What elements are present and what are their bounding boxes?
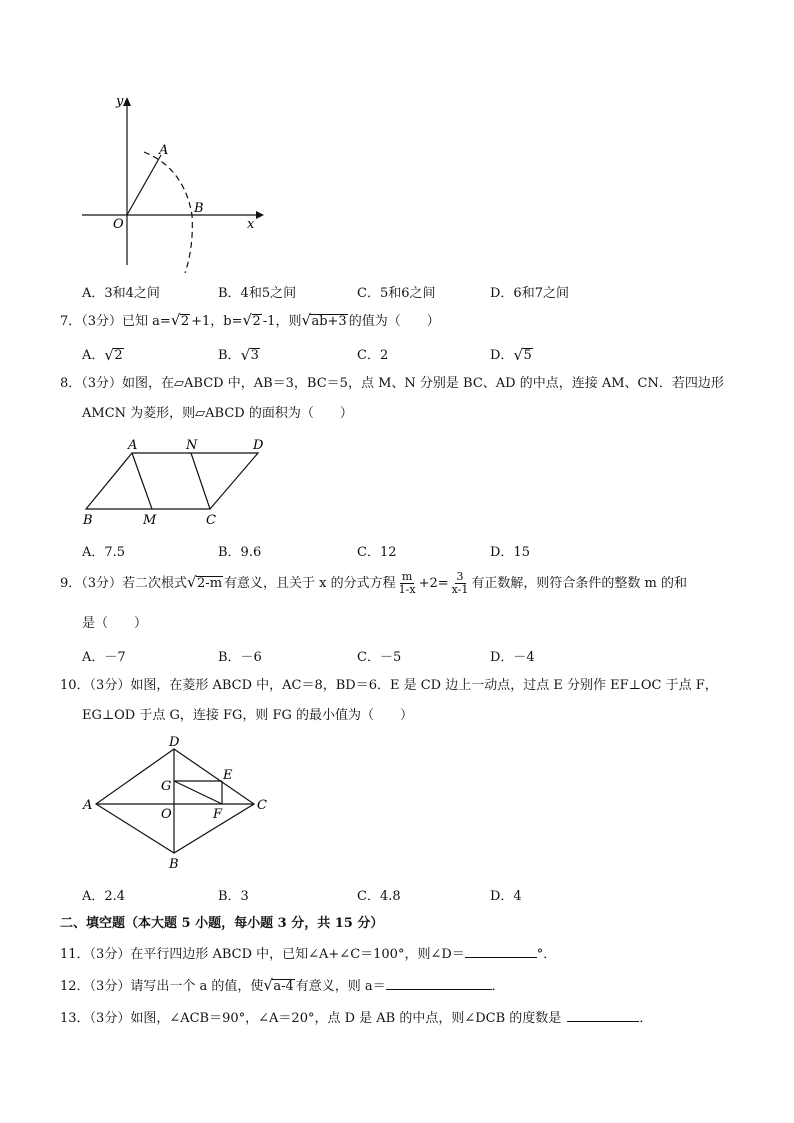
arc-dashed — [144, 152, 192, 273]
q9-f1-den: 1-x — [398, 583, 416, 596]
q7-option-b-label: B． — [218, 348, 241, 363]
q10-figure — [78, 735, 278, 875]
q13-answer-blank[interactable] — [567, 1009, 639, 1022]
segment-fg — [174, 781, 222, 804]
label-x: x — [247, 217, 255, 232]
q10-option-b: B．3 — [218, 889, 249, 904]
q6-option-b: B．4和5之间 — [218, 286, 297, 301]
label-a: A — [159, 143, 169, 158]
label-m: M — [143, 513, 157, 528]
q8-stem-line2: AMCN 为菱形，则▱ABCD 的面积为（ ） — [82, 406, 353, 421]
q12-answer-blank[interactable] — [386, 977, 492, 990]
q9-option-d: D．－4 — [490, 650, 535, 665]
segment-nc — [191, 453, 210, 509]
label-o: O — [113, 217, 124, 232]
q7-option-a-rad: 2 — [114, 348, 123, 363]
label-f: F — [213, 807, 223, 822]
q7-option-d — [490, 344, 534, 363]
label-e: E — [223, 768, 233, 783]
q7-sqrt-expr-rad: ab+3 — [311, 314, 347, 329]
q7-sqrt-b: √ 2 — [242, 311, 261, 329]
q7-suffix: 的值为（ ） — [348, 314, 440, 329]
q7-option-d-sqrt: √ 5 — [513, 346, 532, 364]
q7-stem — [60, 312, 440, 332]
q8-stem-line1: 8．（3分）如图，在▱ABCD 中，AB＝3，BC＝5，点 M、N 分别是 BC、AD 的中点，连接 AM、CN．若四边形 — [60, 376, 724, 391]
label-d: D — [253, 438, 264, 453]
parallelogram-abcd — [86, 453, 258, 509]
q9-plus: +2= — [418, 576, 449, 591]
q8-figure — [78, 436, 278, 528]
q8-option-c: C．12 — [357, 545, 397, 560]
q9-stem-line1 — [60, 571, 687, 597]
label-a: A — [83, 798, 93, 813]
rhombus-abcd — [96, 749, 254, 853]
q10-option-a: A．2.4 — [82, 889, 126, 904]
q12-tail: ． — [491, 979, 505, 994]
q6-option-a: A．3和4之间 — [82, 286, 160, 301]
q9-option-a: A．－7 — [82, 650, 126, 665]
label-b: B — [83, 513, 93, 528]
label-n: N — [186, 438, 198, 453]
q6-option-d: D．6和7之间 — [490, 286, 569, 301]
q12-prefix: 12．（3分）请写出一个 a 的值，使 — [60, 979, 264, 994]
q13-text: 13．（3分）如图，∠ACB＝90°，∠A＝20°，点 D 是 AB 的中点，则∠DCB 的度数是 — [60, 1011, 562, 1026]
label-o: O — [161, 807, 172, 822]
q7-prefix: 7．（3分）已知 a= — [60, 314, 171, 329]
y-axis-arrow — [123, 97, 131, 106]
q7-option-d-label: D． — [490, 348, 514, 363]
q11-answer-blank[interactable] — [465, 945, 537, 958]
q12-sqrt: √ a-4 — [263, 976, 294, 994]
q7-option-a — [82, 344, 125, 363]
q9-sqrt-rad: 2-m — [197, 576, 223, 591]
q7-sqrt-b-rad: 2 — [252, 314, 261, 329]
q7-option-c — [357, 344, 388, 363]
q11-tail: °． — [536, 947, 557, 962]
label-c: C — [257, 798, 267, 813]
label-g: G — [161, 779, 172, 794]
label-c: C — [206, 513, 216, 528]
label-b: B — [169, 857, 179, 872]
q13-tail: ． — [639, 1011, 653, 1026]
q7-option-b-rad: 3 — [250, 348, 259, 363]
q6-figure — [70, 88, 270, 273]
q10-stem-line1: 10．（3分）如图，在菱形 ABCD 中，AC＝8，BD＝6．E 是 CD 边上一动点，过点 E 分别作 EF⊥OC 于点 F， — [60, 678, 718, 693]
q9-prefix: 9．（3分）若二次根式 — [60, 576, 188, 591]
q12-sqrt-rad: a-4 — [273, 979, 294, 994]
q9-option-c: C．－5 — [357, 650, 402, 665]
q9-stem-line2: 是（ ） — [82, 616, 148, 631]
q7-a-tail: +1，b= — [191, 314, 243, 329]
q9-option-b: B．－6 — [218, 650, 262, 665]
q7-sqrt-expr: √ ab+3 — [301, 311, 347, 329]
q11-stem — [60, 945, 556, 965]
q10-stem-line2: EG⊥OD 于点 G，连接 FG，则 FG 的最小值为（ ） — [82, 708, 414, 723]
q9-fraction-1 — [397, 571, 418, 596]
segment-am — [132, 453, 152, 509]
q7-option-d-rad: 5 — [523, 348, 532, 363]
label-y: y — [116, 94, 124, 109]
q6-option-c: C．5和6之间 — [357, 286, 436, 301]
q10-option-c: C．4.8 — [357, 889, 401, 904]
q9-f2-num: 3 — [456, 570, 464, 583]
q12-stem — [60, 977, 505, 997]
x-axis-arrow — [256, 211, 264, 219]
q9-f2-den: x-1 — [451, 583, 469, 596]
q9-f1-num: m — [401, 570, 413, 583]
q9-fraction-2 — [450, 571, 471, 596]
q8-option-d: D．15 — [490, 545, 530, 560]
q7-option-b-sqrt: √ 3 — [240, 346, 259, 364]
q12-mid: 有意义，则 a＝ — [295, 979, 386, 994]
q7-option-c-label: C．2 — [357, 348, 389, 363]
label-d: D — [169, 735, 180, 750]
label-a: A — [128, 438, 138, 453]
q7-option-a-sqrt: √ 2 — [104, 346, 123, 364]
q9-suffix: 有正数解，则符合条件的整数 m 的和 — [471, 576, 687, 591]
q9-mid: 有意义，且关于 x 的分式方程 — [224, 576, 396, 591]
q8-option-a: A．7.5 — [82, 545, 126, 560]
label-b: B — [194, 201, 204, 216]
q7-option-b — [218, 344, 261, 363]
q7-b-tail: -1，则 — [262, 314, 302, 329]
q7-sqrt-a: √ 2 — [170, 311, 190, 329]
segment-oa — [127, 155, 161, 215]
q9-sqrt: √ 2-m — [187, 573, 223, 591]
q10-option-d: D．4 — [490, 889, 522, 904]
q11-text: 11．（3分）在平行四边形 ABCD 中，已知∠A+∠C＝100°，则∠D＝ — [60, 947, 465, 962]
q13-stem — [60, 1009, 652, 1029]
q7-option-a-label: A． — [82, 348, 105, 363]
q7-sqrt-a-rad: 2 — [180, 314, 190, 329]
q8-option-b: B．9.6 — [218, 545, 262, 560]
section-2-heading: 二、填空题（本大题 5 小题，每小题 3 分，共 15 分） — [60, 916, 384, 931]
